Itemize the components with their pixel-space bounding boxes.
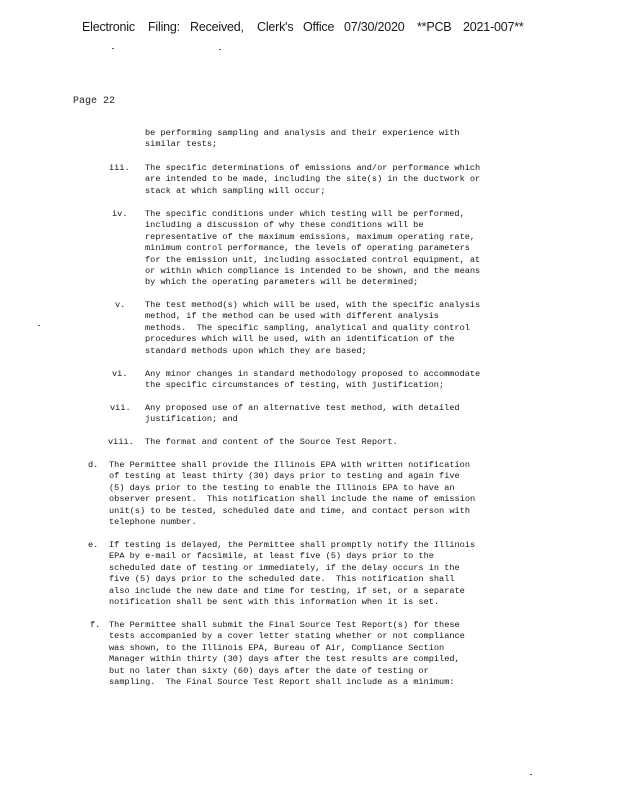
item-vi-text bbox=[145, 369, 480, 392]
item-vi-label: vi. bbox=[112, 369, 128, 379]
header-office: Office bbox=[303, 20, 335, 34]
item-viii-label: viii. bbox=[108, 437, 134, 447]
text-line: telephone number. bbox=[109, 517, 197, 528]
text-line: but no later than sixty (60) days after the date of testing or bbox=[109, 665, 429, 676]
text-line: Any proposed use of an alternative test method, with detailed bbox=[145, 403, 460, 413]
text-line: justification; and bbox=[145, 414, 238, 425]
text-line: The format and content of the Source Test Report. bbox=[145, 437, 398, 447]
text-line: also include the new date and time for testing, if set, or a separate bbox=[109, 585, 465, 596]
text-line: scheduled date of testing or immediately, if the delay occurs in the bbox=[109, 562, 460, 573]
text-line: observer present. This notification shall include the name of emission bbox=[109, 494, 476, 505]
text-line: sampling. The Final Source Test Report shall include as a minimum: bbox=[109, 677, 455, 688]
text-line: be performing sampling and analysis and their experience with bbox=[145, 128, 460, 138]
scan-speck bbox=[38, 325, 40, 326]
page-number: Page 22 bbox=[73, 96, 116, 107]
text-line: If testing is delayed, the Permittee shall promptly notify the Illinois bbox=[109, 540, 476, 550]
text-line: The specific determinations of emissions and/or performance which bbox=[145, 163, 481, 173]
text-line: Manager within thirty (30) days after the test results are compiled, bbox=[109, 654, 460, 665]
text-line: similar tests; bbox=[145, 139, 218, 150]
item-vii-label: vii. bbox=[110, 403, 131, 413]
text-line: The test method(s) which will be used, with the specific analysis bbox=[145, 300, 481, 310]
continuation-text bbox=[145, 128, 460, 151]
para-f-label: f. bbox=[90, 620, 101, 630]
item-iv-label: iv. bbox=[112, 209, 128, 219]
text-line: method, if the method can be used with different analysis bbox=[145, 311, 439, 322]
text-line: EPA by e-mail or facsimile, at least five (5) days prior to the bbox=[109, 551, 434, 562]
header-pcb: **PCB bbox=[417, 20, 452, 34]
header-case-number: 2021-007** bbox=[463, 20, 524, 34]
scan-speck bbox=[530, 774, 532, 775]
text-line: was shown, to the Illinois EPA, Bureau of Air, Compliance Section bbox=[109, 642, 445, 653]
text-line: minimum control performance, the levels of operating parameters bbox=[145, 243, 470, 254]
text-line: including a discussion of why these conditions will be bbox=[145, 220, 424, 231]
item-v-text bbox=[145, 300, 480, 357]
item-v-label: v. bbox=[115, 300, 126, 310]
scan-speck bbox=[112, 48, 114, 49]
text-line: The Permittee shall provide the Illinois EPA with written notification bbox=[109, 460, 470, 470]
text-line: by which the operating parameters will be determined; bbox=[145, 277, 419, 288]
header-date: 07/30/2020 bbox=[344, 20, 405, 34]
para-d-label: d. bbox=[88, 460, 99, 470]
para-e-text bbox=[109, 540, 475, 608]
text-line: The Permittee shall submit the Final Source Test Report(s) for these bbox=[109, 620, 460, 630]
para-d-text bbox=[109, 460, 475, 528]
text-line: (5) days prior to the testing to enable the Illinois EPA to have an bbox=[109, 482, 455, 493]
item-iii-label: iii. bbox=[109, 163, 130, 173]
header-electronic: Electronic bbox=[82, 20, 135, 34]
text-line: Any minor changes in standard methodology proposed to accommodate bbox=[145, 369, 481, 379]
item-iii-text bbox=[145, 163, 480, 197]
text-line: five (5) days prior to the scheduled date. This notification shall bbox=[109, 574, 455, 585]
header-received: Received, bbox=[190, 20, 244, 34]
text-line: unit(s) to be tested, scheduled date and time, and contact person with bbox=[109, 505, 470, 516]
header-clerks: Clerk's bbox=[257, 20, 294, 34]
text-line: The specific conditions under which testing will be performed, bbox=[145, 209, 465, 219]
text-line: methods. The specific sampling, analytical and quality control bbox=[145, 322, 470, 333]
text-line: notification shall be sent with this information when it is set. bbox=[109, 597, 440, 608]
text-line: for the emission unit, including associated control equipment, at bbox=[145, 254, 481, 265]
para-f-text bbox=[109, 620, 465, 688]
para-e-label: e. bbox=[88, 540, 99, 550]
text-line: of testing at least thirty (30) days prior to testing and again five bbox=[109, 471, 460, 482]
text-line: representative of the maximum emissions, maximum operating rate, bbox=[145, 231, 476, 242]
text-line: are intended to be made, including the site(s) in the ductwork or bbox=[145, 174, 481, 185]
text-line: tests accompanied by a cover letter stating whether or not compliance bbox=[109, 631, 465, 642]
header-filing: Filing: bbox=[148, 20, 180, 34]
text-line: stack at which sampling will occur; bbox=[145, 185, 326, 196]
text-line: standard methods upon which they are based; bbox=[145, 345, 367, 356]
scan-speck bbox=[219, 49, 221, 50]
item-vii-text bbox=[145, 403, 460, 426]
text-line: or within which compliance is intended to be shown, and the means bbox=[145, 266, 481, 277]
filing-header bbox=[82, 20, 542, 38]
item-iv-text bbox=[145, 209, 480, 289]
item-viii-text bbox=[145, 437, 398, 448]
text-line: the specific circumstances of testing, with justification; bbox=[145, 380, 445, 391]
text-line: procedures which will be used, with an identification of the bbox=[145, 334, 455, 345]
